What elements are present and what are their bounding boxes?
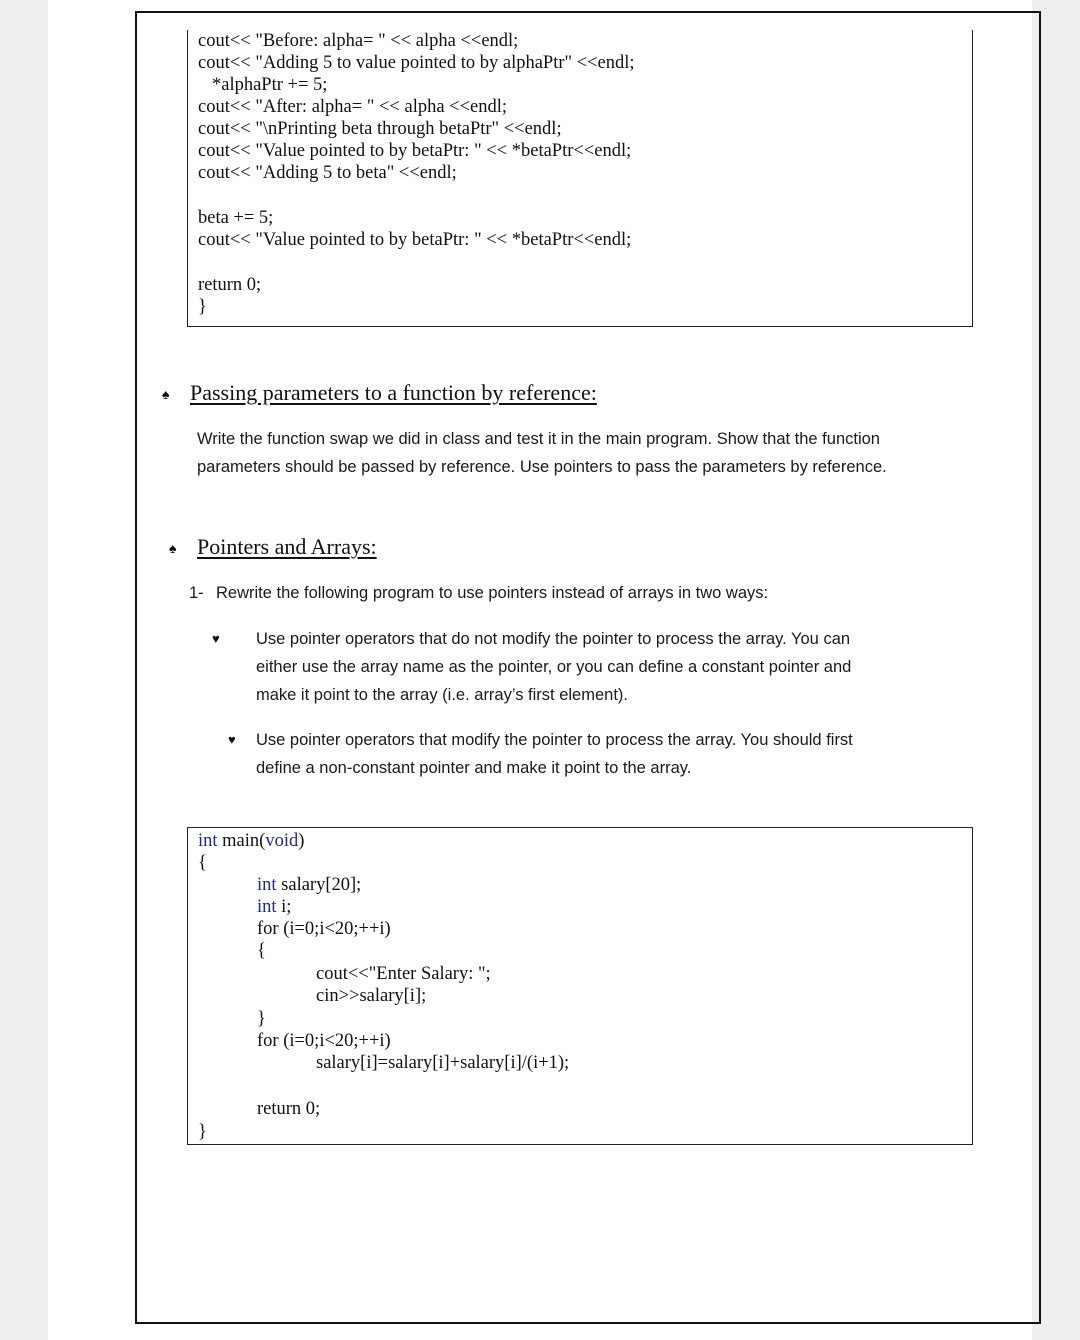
sub-list-item (256, 625, 851, 709)
section-heading-pass-by-reference: Passing parameters to a function by reference: (190, 380, 597, 405)
code-line: cin>>salary[i]; (316, 986, 427, 1006)
code-line: for (i=0;i<20;++i) (257, 1031, 391, 1051)
code-text: salary[20]; (276, 875, 362, 895)
code-line: cout<< "After: alpha= " << alpha <<endl; (198, 97, 508, 117)
code-line: return 0; (198, 275, 262, 295)
sub-item-line: make it point to the array (i.e. array’s first element). (256, 686, 628, 704)
section-paragraph (197, 425, 887, 481)
paragraph-line: parameters should be passed by reference. Use pointers to pass the parameters by reference. (197, 458, 887, 476)
keyword: int (257, 875, 277, 895)
code-text: ) (298, 831, 305, 851)
code-line: { (257, 941, 266, 961)
code-text: i; (276, 897, 292, 917)
keyword: void (265, 831, 299, 851)
heart-icon: ♥ (228, 732, 236, 747)
sub-item-line: either use the array name as the pointer, or you can define a constant pointer and (256, 658, 852, 676)
spade-icon: ♠ (169, 540, 177, 556)
main-program-code-block (187, 827, 973, 1145)
keyword: int (257, 897, 277, 917)
sub-item-line: define a non-constant pointer and make it point to the array. (256, 759, 692, 777)
code-text: main( (217, 831, 266, 851)
top-code-block (187, 30, 973, 327)
code-line (257, 874, 361, 896)
code-line-main-signature (198, 830, 304, 852)
code-line: cout<< "Value pointed to by betaPtr: " << *betaPtr<<endl; (198, 141, 632, 161)
code-line: cout<< "\nPrinting beta through betaPtr" <<endl; (198, 119, 562, 139)
code-line: *alphaPtr += 5; (212, 75, 328, 95)
spade-icon: ♠ (162, 386, 170, 402)
code-line: } (257, 1009, 266, 1029)
list-item-text: Rewrite the following program to use pointers instead of arrays in two ways: (216, 584, 769, 602)
code-line: for (i=0;i<20;++i) (257, 919, 391, 939)
code-line: } (198, 297, 207, 317)
sub-item-line: Use pointer operators that modify the pointer to process the array. You should first (256, 731, 853, 749)
code-line: return 0; (257, 1099, 321, 1119)
code-line: beta += 5; (198, 208, 274, 228)
code-line: { (198, 853, 207, 873)
sub-list-item (256, 726, 853, 782)
paragraph-line: Write the function swap we did in class and test it in the main program. Show that the function (197, 430, 880, 448)
keyword: int (198, 831, 218, 851)
code-line (257, 896, 291, 918)
code-line: cout<< "Adding 5 to beta" <<endl; (198, 163, 457, 183)
code-line: } (198, 1122, 207, 1142)
list-item-number: 1- (189, 584, 204, 602)
code-line: cout<< "Value pointed to by betaPtr: " << *betaPtr<<endl; (198, 230, 632, 250)
code-line: cout<< "Before: alpha= " << alpha <<endl; (198, 31, 519, 51)
heart-icon: ♥ (212, 631, 220, 646)
code-line: salary[i]=salary[i]+salary[i]/(i+1); (316, 1053, 570, 1073)
section-heading-pointers-arrays: Pointers and Arrays: (197, 534, 377, 559)
code-line: cout<<"Enter Salary: "; (316, 964, 491, 984)
sub-item-line: Use pointer operators that do not modify the pointer to process the array. You can (256, 630, 851, 648)
code-line: cout<< "Adding 5 to value pointed to by alphaPtr" <<endl; (198, 53, 635, 73)
